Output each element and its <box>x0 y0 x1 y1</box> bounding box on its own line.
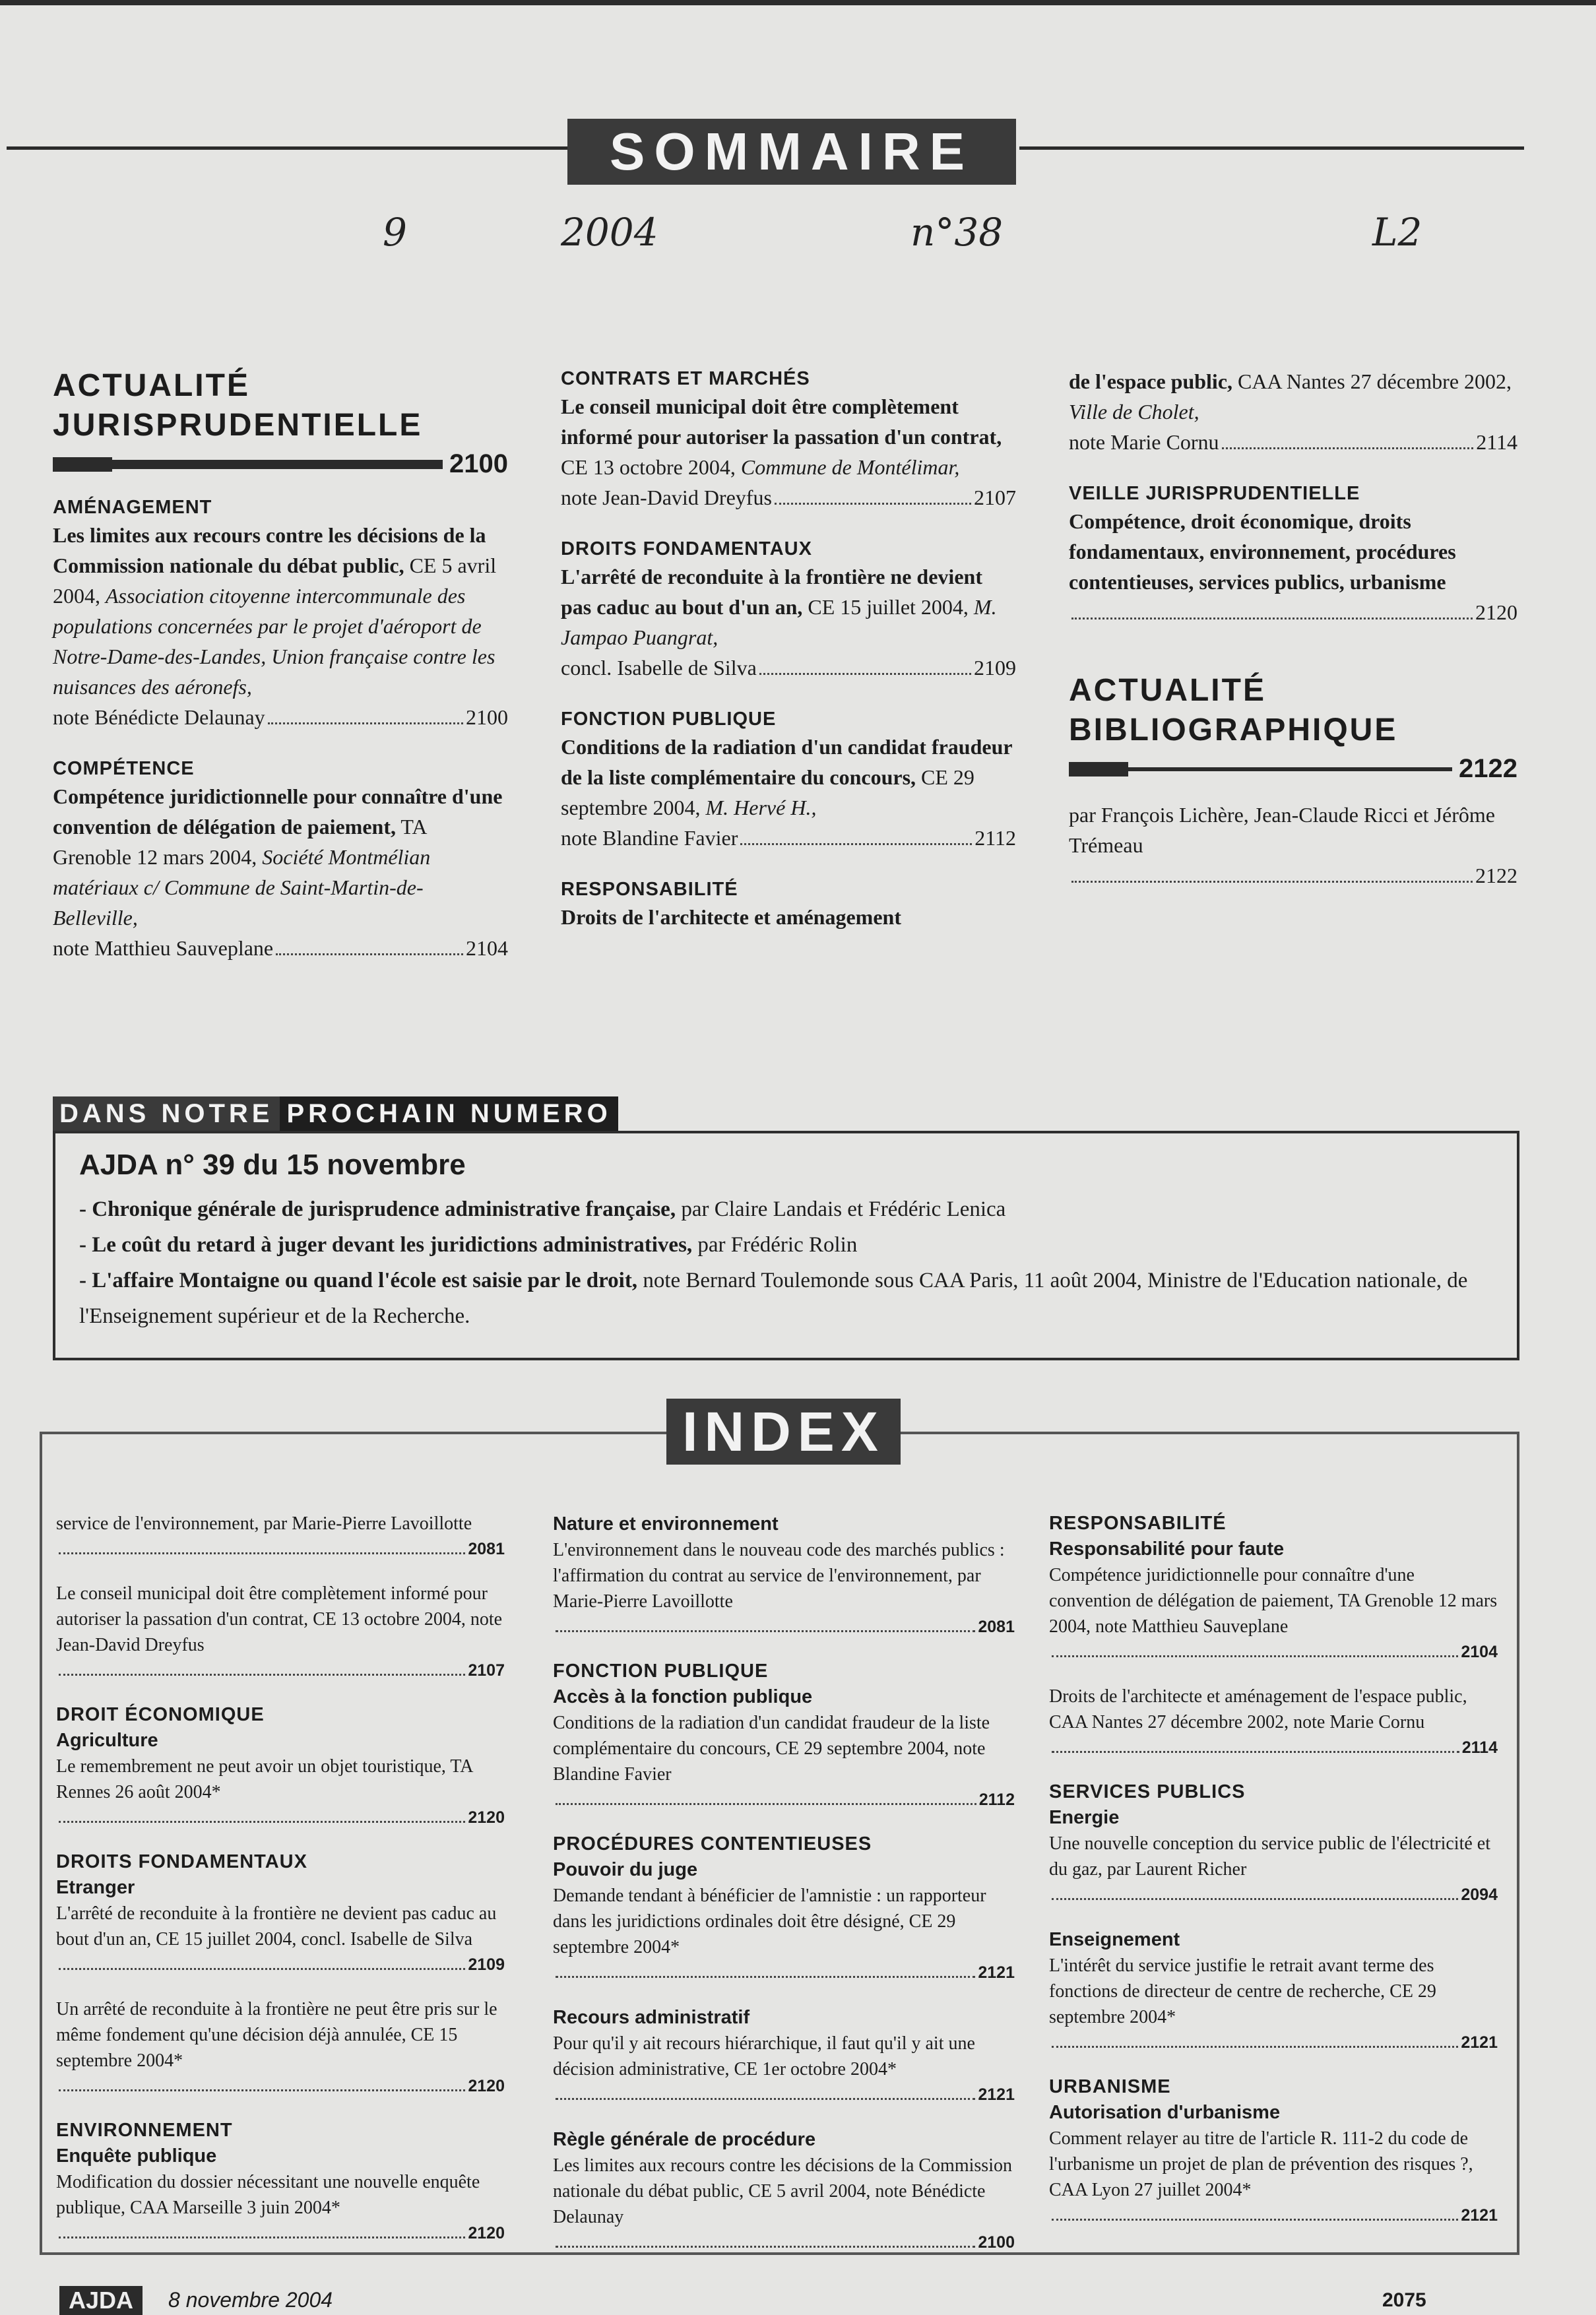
index-title: INDEX <box>666 1399 901 1465</box>
index-category: RESPONSABILITÉ <box>1049 1513 1227 1534</box>
top-edge <box>0 0 1596 5</box>
dot-leader <box>1049 2030 1498 2056</box>
index-subcategory: Recours administratif <box>553 2007 750 2028</box>
header-rule-right <box>1019 146 1524 150</box>
index-subcategory: Nature et environnement <box>553 1513 779 1535</box>
dot-leader <box>56 2074 505 2099</box>
index-category: PROCÉDURES CONTENTIEUSES <box>553 1833 872 1855</box>
page-number: 2120 <box>468 2224 505 2242</box>
index-entry <box>1049 1684 1498 1761</box>
sommaire-entry: Conditions de la radiation d'un candidat fraudeur de la liste complémentaire du concours, CE 29 septembre 2004, M. Hervé H., note Blandine Favier 2112 <box>561 732 1016 853</box>
page-number: 2122 <box>1475 864 1517 887</box>
page-number: 2107 <box>974 486 1016 509</box>
index-entry-text: Une nouvelle conception du service public de l'électricité et du gaz, par Laurent Richer <box>1049 1833 1490 1880</box>
index-entry <box>56 1581 505 1684</box>
page-number: 2107 <box>468 1661 505 1680</box>
dot-leader <box>56 1952 505 1978</box>
bar-block <box>1069 762 1128 777</box>
bar-line <box>1128 767 1452 771</box>
index-entry-text: L'intérêt du service justifie le retrait avant terme des fonctions de directeur de centre de recherche, CE 29 septembre 2004* <box>1049 1955 1436 2027</box>
index-subcategory: Autorisation d'urbanisme <box>1049 2102 1281 2123</box>
dot-leader <box>553 2082 1015 2108</box>
footer-page-number: 2075 <box>1382 2289 1426 2311</box>
index-column-3 <box>1049 1511 1498 2247</box>
handwritten-note: 9 <box>383 210 407 255</box>
index-entry <box>1049 1953 1498 2056</box>
dot-leader <box>553 1614 1015 1640</box>
handwritten-note: 2004 <box>561 210 658 255</box>
category: CONTRATS ET MARCHÉS <box>561 368 810 389</box>
section-page: 2100 <box>449 449 508 478</box>
page-number: 2120 <box>1475 600 1517 624</box>
section-title: ACTUALITÉ <box>53 368 250 403</box>
index-entry-text: Le conseil municipal doit être complètement informé pour autoriser la passation d'un contrat, CE 13 octobre 2004, note Jean-David Dreyfus <box>56 1583 503 1655</box>
category: DROITS FONDAMENTAUX <box>561 538 812 559</box>
category: RESPONSABILITÉ <box>561 879 738 900</box>
sommaire-entry: L'arrêté de reconduite à la frontière ne devient pas caduc au bout d'un an, CE 15 juillet 2004, M. Jampao Puangrat, concl. Isabelle de Silva 2109 <box>561 561 1016 683</box>
category: AMÉNAGEMENT <box>53 497 212 518</box>
page-number: 2120 <box>468 2077 505 2095</box>
prochain-issue: AJDA n° 39 du 15 novembre <box>79 1149 466 1181</box>
page-number: 2100 <box>466 705 508 729</box>
page-number: 2109 <box>974 656 1016 680</box>
index-column-1 <box>56 1511 505 2265</box>
dot-leader <box>553 1960 1015 1986</box>
index-subcategory: Pouvoir du juge <box>553 1859 698 1880</box>
dot-leader <box>56 1805 505 1831</box>
sommaire-entry: par François Lichère, Jean-Claude Ricci et Jérôme Trémeau 2122 <box>1069 800 1517 891</box>
dot-leader <box>1049 1735 1498 1761</box>
index-entry-text: Un arrêté de reconduite à la frontière ne peut être pris sur le même fondement qu'une décision déjà annulée, CE 15 septembre 2004* <box>56 1999 497 2071</box>
sommaire-entry: Droits de l'architecte et aménagement <box>561 905 901 929</box>
page-number: 2094 <box>1461 1886 1498 1904</box>
index-subcategory: Agriculture <box>56 1730 158 1751</box>
page-number: 2114 <box>1461 1738 1498 1757</box>
sommaire-entry: Compétence, droit économique, droits fondamentaux, environnement, procédures contentieuses, services publics, urbanisme 2120 <box>1069 506 1517 627</box>
index-column-2 <box>553 1511 1015 2274</box>
section-title: BIBLIOGRAPHIQUE <box>1069 713 1398 747</box>
index-category: URBANISME <box>1049 2076 1171 2097</box>
index-category: ENVIRONNEMENT <box>56 2120 233 2141</box>
prochain-label: DANS NOTRE PROCHAIN NUMERO <box>53 1096 618 1131</box>
page-number: 2104 <box>466 936 508 960</box>
handwritten-note: L2 <box>1372 210 1422 255</box>
index-subcategory: Etranger <box>56 1877 135 1898</box>
index-category: SERVICES PUBLICS <box>1049 1781 1246 1802</box>
prochain-line: - Le coût du retard à juger devant les juridictions administratives, par Frédéric Rolin <box>79 1233 858 1257</box>
sommaire-entry: Le conseil municipal doit être complètement informé pour autoriser la passation d'un contrat, CE 13 octobre 2004, Commune de Montélimar, note Jean-David Dreyfus 2107 <box>561 391 1016 513</box>
section-page: 2122 <box>1459 754 1517 783</box>
dot-leader <box>56 2221 505 2246</box>
page-number: 2109 <box>468 1955 505 1974</box>
page-number: 2121 <box>978 1963 1015 1982</box>
index-entry-text: L'arrêté de reconduite à la frontière ne devient pas caduc au bout d'un an, CE 15 juillet 2004, concl. Isabelle de Silva <box>56 1903 497 1950</box>
index-entry-text: Demande tendant à bénéficier de l'amnistie : un rapporteur dans les juridictions ordinales doit être désigné, CE 29 septembre 2004* <box>553 1886 986 1957</box>
section-page-bar <box>53 449 508 479</box>
page-number: 2112 <box>978 1791 1015 1809</box>
header-rule-left <box>7 146 567 150</box>
index-entry-text: Conditions de la radiation d'un candidat fraudeur de la liste complémentaire du concours, CE 29 septembre 2004, note Blandine Favier <box>553 1713 990 1785</box>
index-entry <box>56 1754 505 1831</box>
index-entry <box>553 1883 1015 1986</box>
dot-leader <box>553 1787 1015 1813</box>
index-entry <box>553 1710 1015 1813</box>
category: VEILLE JURISPRUDENTIELLE <box>1069 483 1360 504</box>
bar-block <box>53 457 112 472</box>
index-entry-text: L'environnement dans le nouveau code des marchés publics : l'affirmation du contrat au service de l'environnement, par Marie-Pierre Lavoillotte <box>553 1540 1005 1612</box>
section-page-bar <box>1069 754 1517 784</box>
prochain-line: - Chronique générale de jurisprudence administrative française, par Claire Landais et Frédéric Lenica <box>79 1197 1006 1221</box>
dot-leader <box>1049 1882 1498 1908</box>
index-entry-text: Pour qu'il y ait recours hiérarchique, il faut qu'il y ait une décision administrative, CE 1er octobre 2004* <box>553 2033 975 2079</box>
index-entry-text: Modification du dossier nécessitant une nouvelle enquête publique, CAA Marseille 3 juin 2004* <box>56 2172 480 2218</box>
dot-leader <box>56 1537 505 1562</box>
sommaire-entry: Compétence juridictionnelle pour connaître d'une convention de délégation de paiement, TA Grenoble 12 mars 2004, Société Montmélian matériaux c/ Commune de Saint-Martin-de-Belleville, note Matthieu Sauveplane 2104 <box>53 781 508 963</box>
index-entry <box>56 1996 505 2099</box>
sommaire-entry: de l'espace public, CAA Nantes 27 décembre 2002, Ville de Cholet, note Marie Cornu 2114 <box>1069 366 1517 457</box>
index-entry <box>553 2153 1015 2256</box>
index-entry <box>553 2031 1015 2108</box>
prochain-box <box>53 1131 1519 1360</box>
handwritten-note: n°38 <box>910 210 1004 255</box>
sommaire-column-2 <box>561 366 1016 956</box>
dot-leader <box>56 1658 505 1684</box>
sommaire-entry: Les limites aux recours contre les décisions de la Commission nationale du débat public, CE 5 avril 2004, Association citoyenne intercommunale des populations concernées par le projet d'aéroport de Notre-Dame-des-Landes, Union française contre les nuisances des aéronefs, note Bénédicte Delaunay 2100 <box>53 520 508 732</box>
index-entry-text: Compétence juridictionnelle pour connaître d'une convention de délégation de paiement, TA Grenoble 12 mars 2004, note Matthieu Sauveplane <box>1049 1565 1498 1637</box>
index-subcategory: Responsabilité pour faute <box>1049 1538 1285 1560</box>
page-number: 2081 <box>978 1618 1015 1636</box>
ajda-logo: AJDA <box>59 2286 143 2315</box>
index-subcategory: Energie <box>1049 1807 1120 1828</box>
index-subcategory: Règle générale de procédure <box>553 2129 816 2150</box>
index-entry-text: service de l'environnement, par Marie-Pierre Lavoillotte <box>56 1513 472 1534</box>
index-entry-text: Comment relayer au titre de l'article R. 111-2 du code de l'urbanisme un projet de plan de prévention des risques ?, CAA Lyon 27 juillet 2004* <box>1049 2128 1473 2200</box>
page-number: 2104 <box>1461 1643 1498 1661</box>
index-entry <box>553 1537 1015 1640</box>
page-number: 2121 <box>978 2085 1015 2104</box>
index-entry-text: Droits de l'architecte et aménagement de l'espace public, CAA Nantes 27 décembre 2002, note Marie Cornu <box>1049 1686 1467 1732</box>
index-category: DROIT ÉCONOMIQUE <box>56 1704 265 1725</box>
index-subcategory: Enseignement <box>1049 1929 1180 1950</box>
bar-line <box>112 460 443 469</box>
page-number: 2120 <box>468 1808 505 1827</box>
index-subcategory: Enquête publique <box>56 2145 217 2167</box>
category: FONCTION PUBLIQUE <box>561 709 777 730</box>
category: COMPÉTENCE <box>53 758 195 779</box>
prochain-line: - L'affaire Montaigne ou quand l'école est saisie par le droit, note Bernard Toulemonde sous CAA Paris, 11 août 2004, Ministre de l'Education nationale, de l'Enseignement supérieur et de la Recherche. <box>79 1269 1468 1328</box>
section-title: ACTUALITÉ <box>1069 673 1266 708</box>
index-entry <box>56 2169 505 2246</box>
sommaire-column-3 <box>1069 366 1517 914</box>
index-entry <box>56 1511 505 1562</box>
index-subcategory: Accès à la fonction publique <box>553 1686 813 1707</box>
page-number: 2121 <box>1461 2206 1498 2225</box>
page-number: 2081 <box>468 1540 505 1558</box>
index-entry-text: Le remembrement ne peut avoir un objet touristique, TA Rennes 26 août 2004* <box>56 1756 472 1802</box>
dot-leader <box>1049 2203 1498 2229</box>
page-number: 2100 <box>978 2233 1015 2252</box>
dot-leader <box>1049 1639 1498 1665</box>
page-number: 2114 <box>1476 430 1517 454</box>
page-number: 2112 <box>974 826 1016 850</box>
footer-date: 8 novembre 2004 <box>168 2288 333 2312</box>
index-entry-text: Les limites aux recours contre les décisions de la Commission nationale du débat public, CE 5 avril 2004, note Bénédicte Delaunay <box>553 2155 1012 2227</box>
index-category: FONCTION PUBLIQUE <box>553 1661 769 1682</box>
sommaire-title: SOMMAIRE <box>567 119 1016 185</box>
dot-leader <box>553 2230 1015 2256</box>
index-category: DROITS FONDAMENTAUX <box>56 1851 307 1872</box>
index-entry <box>1049 1831 1498 1908</box>
index-entry <box>1049 1562 1498 1665</box>
section-title: JURISPRUDENTIELLE <box>53 408 423 443</box>
page-number: 2121 <box>1461 2033 1498 2052</box>
index-entry <box>1049 2126 1498 2229</box>
sommaire-column-1 <box>53 366 508 987</box>
index-entry <box>56 1901 505 1978</box>
